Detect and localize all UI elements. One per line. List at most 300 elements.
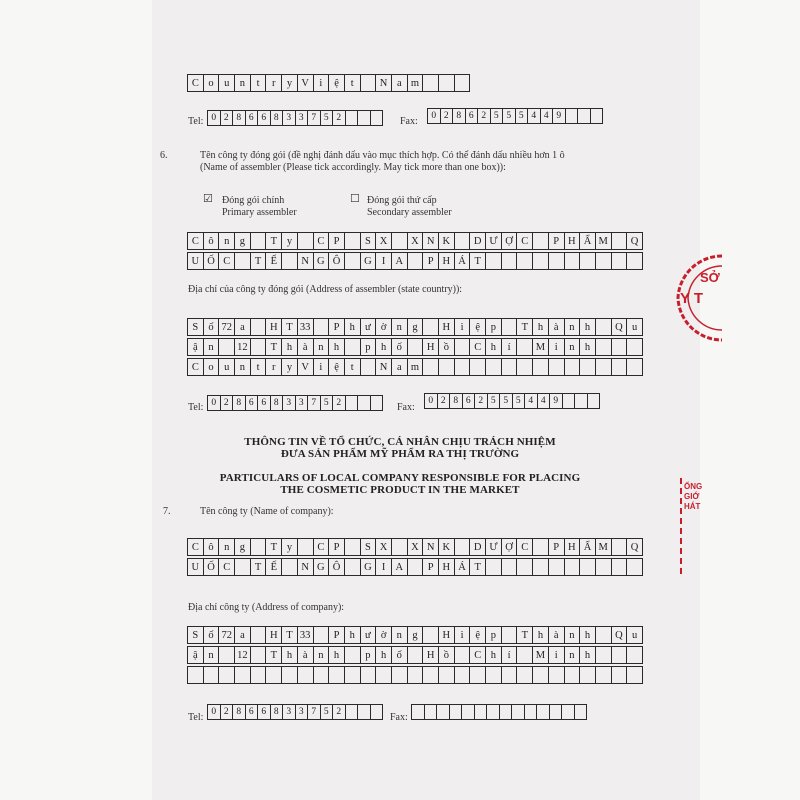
form-cell[interactable]: 8: [232, 395, 246, 411]
form-cell[interactable]: [407, 338, 424, 356]
form-cell[interactable]: à: [548, 318, 565, 336]
form-cell[interactable]: h: [579, 626, 596, 644]
form-cell[interactable]: [344, 646, 361, 664]
form-cell[interactable]: [595, 358, 612, 376]
form-cell[interactable]: h: [375, 338, 392, 356]
form-cell[interactable]: 9: [549, 393, 563, 409]
form-cell[interactable]: K: [438, 538, 455, 556]
form-cell[interactable]: [486, 704, 500, 720]
form-cell[interactable]: Ợ: [501, 232, 518, 250]
form-cell[interactable]: P: [328, 318, 345, 336]
form-cell[interactable]: 0: [207, 704, 221, 720]
form-cell[interactable]: 8: [452, 108, 466, 124]
form-cell[interactable]: [532, 232, 549, 250]
form-cell[interactable]: [407, 666, 424, 684]
form-cell[interactable]: G: [313, 558, 330, 576]
form-cell[interactable]: S: [360, 538, 377, 556]
form-cell[interactable]: [250, 666, 267, 684]
form-cell[interactable]: à: [297, 646, 314, 664]
form-cell[interactable]: ờ: [375, 626, 392, 644]
form-cell[interactable]: [564, 666, 581, 684]
form-cell[interactable]: p: [360, 646, 377, 664]
form-cell[interactable]: T: [265, 338, 282, 356]
form-cell[interactable]: H: [438, 252, 455, 270]
form-cell[interactable]: 5: [320, 110, 334, 126]
form-cell[interactable]: [595, 318, 612, 336]
form-cell[interactable]: [438, 358, 455, 376]
form-cell[interactable]: [357, 704, 371, 720]
form-cell[interactable]: [499, 704, 513, 720]
form-cell[interactable]: [250, 626, 267, 644]
form-cell[interactable]: t: [344, 358, 361, 376]
form-cell[interactable]: 2: [332, 110, 346, 126]
form-cell[interactable]: u: [626, 626, 643, 644]
form-cell[interactable]: 6: [245, 704, 259, 720]
form-cell[interactable]: [345, 110, 359, 126]
form-cell[interactable]: [501, 252, 518, 270]
form-cell[interactable]: h: [532, 318, 549, 336]
form-cell[interactable]: [422, 626, 439, 644]
form-cell[interactable]: 6: [257, 395, 271, 411]
form-cell[interactable]: u: [218, 74, 235, 92]
form-cell[interactable]: [454, 74, 471, 92]
form-cell[interactable]: [297, 232, 314, 250]
form-cell[interactable]: [407, 558, 424, 576]
form-cell[interactable]: 33: [297, 318, 314, 336]
form-cell[interactable]: 5: [320, 704, 334, 720]
form-cell[interactable]: [424, 704, 438, 720]
form-cell[interactable]: [391, 538, 408, 556]
form-cell[interactable]: Q: [611, 626, 628, 644]
form-cell[interactable]: ư: [360, 318, 377, 336]
form-cell[interactable]: Ẩ: [579, 232, 596, 250]
form-cell[interactable]: [360, 666, 377, 684]
form-cell[interactable]: n: [564, 318, 581, 336]
form-cell[interactable]: n: [234, 74, 251, 92]
form-cell[interactable]: 2: [220, 395, 234, 411]
form-cell[interactable]: [449, 704, 463, 720]
form-cell[interactable]: [562, 393, 576, 409]
form-cell[interactable]: [516, 666, 533, 684]
form-cell[interactable]: 6: [245, 110, 259, 126]
form-cell[interactable]: ồ: [438, 646, 455, 664]
form-cell[interactable]: í: [501, 338, 518, 356]
form-cell[interactable]: N: [375, 358, 392, 376]
form-cell[interactable]: 12: [234, 646, 251, 664]
form-cell[interactable]: G: [313, 252, 330, 270]
form-cell[interactable]: [590, 108, 604, 124]
form-cell[interactable]: [595, 666, 612, 684]
form-cell[interactable]: C: [187, 358, 204, 376]
form-cell[interactable]: 8: [232, 110, 246, 126]
form-cell[interactable]: 5: [499, 393, 513, 409]
form-cell[interactable]: [516, 558, 533, 576]
form-cell[interactable]: [438, 74, 455, 92]
form-cell[interactable]: 72: [218, 626, 235, 644]
form-cell[interactable]: [579, 252, 596, 270]
secondary-checkbox[interactable]: ☐: [350, 193, 360, 205]
form-cell[interactable]: N: [422, 232, 439, 250]
form-cell[interactable]: H: [438, 626, 455, 644]
form-cell[interactable]: y: [281, 358, 298, 376]
form-cell[interactable]: n: [218, 538, 235, 556]
form-cell[interactable]: Q: [611, 318, 628, 336]
form-cell[interactable]: n: [313, 646, 330, 664]
form-cell[interactable]: í: [501, 646, 518, 664]
form-cell[interactable]: h: [532, 626, 549, 644]
form-cell[interactable]: [485, 666, 502, 684]
form-cell[interactable]: [360, 358, 377, 376]
form-cell[interactable]: 0: [207, 395, 221, 411]
form-cell[interactable]: 5: [515, 108, 529, 124]
form-cell[interactable]: Q: [626, 232, 643, 250]
form-cell[interactable]: N: [297, 252, 314, 270]
form-cell[interactable]: ệ: [328, 74, 345, 92]
form-cell[interactable]: Ư: [485, 232, 502, 250]
form-cell[interactable]: C: [187, 232, 204, 250]
form-cell[interactable]: [626, 646, 643, 664]
form-cell[interactable]: [501, 558, 518, 576]
form-cell[interactable]: C: [218, 558, 235, 576]
form-cell[interactable]: [344, 252, 361, 270]
form-cell[interactable]: p: [485, 626, 502, 644]
form-cell[interactable]: 4: [527, 108, 541, 124]
form-cell[interactable]: M: [595, 538, 612, 556]
form-cell[interactable]: 5: [512, 393, 526, 409]
form-cell[interactable]: h: [281, 338, 298, 356]
form-cell[interactable]: [297, 666, 314, 684]
form-cell[interactable]: a: [234, 626, 251, 644]
form-cell[interactable]: [501, 358, 518, 376]
form-cell[interactable]: Ế: [265, 252, 282, 270]
form-cell[interactable]: h: [485, 338, 502, 356]
form-cell[interactable]: 5: [487, 393, 501, 409]
form-cell[interactable]: 9: [552, 108, 566, 124]
form-cell[interactable]: C: [516, 538, 533, 556]
form-cell[interactable]: 8: [270, 704, 284, 720]
form-cell[interactable]: H: [438, 318, 455, 336]
form-cell[interactable]: à: [548, 626, 565, 644]
form-cell[interactable]: G: [360, 252, 377, 270]
form-cell[interactable]: m: [407, 358, 424, 376]
form-cell[interactable]: g: [407, 318, 424, 336]
form-cell[interactable]: [532, 558, 549, 576]
form-cell[interactable]: a: [391, 74, 408, 92]
form-cell[interactable]: [297, 538, 314, 556]
form-cell[interactable]: i: [313, 358, 330, 376]
form-cell[interactable]: [407, 646, 424, 664]
form-cell[interactable]: T: [469, 252, 486, 270]
form-cell[interactable]: [595, 646, 612, 664]
form-cell[interactable]: [250, 338, 267, 356]
form-cell[interactable]: [501, 666, 518, 684]
form-cell[interactable]: [485, 558, 502, 576]
form-cell[interactable]: n: [203, 646, 220, 664]
form-cell[interactable]: y: [281, 74, 298, 92]
form-cell[interactable]: T: [516, 626, 533, 644]
form-cell[interactable]: t: [344, 74, 361, 92]
form-cell[interactable]: 33: [297, 626, 314, 644]
form-cell[interactable]: T: [265, 538, 282, 556]
form-cell[interactable]: 4: [537, 393, 551, 409]
form-cell[interactable]: A: [391, 252, 408, 270]
form-cell[interactable]: [516, 338, 533, 356]
form-cell[interactable]: 6: [462, 393, 476, 409]
form-cell[interactable]: [344, 666, 361, 684]
form-cell[interactable]: 0: [427, 108, 441, 124]
form-cell[interactable]: n: [391, 626, 408, 644]
form-cell[interactable]: 8: [270, 110, 284, 126]
form-cell[interactable]: [469, 358, 486, 376]
form-cell[interactable]: [407, 252, 424, 270]
form-cell[interactable]: 6: [257, 704, 271, 720]
form-cell[interactable]: [532, 358, 549, 376]
form-cell[interactable]: 0: [424, 393, 438, 409]
form-cell[interactable]: n: [234, 358, 251, 376]
form-cell[interactable]: 3: [282, 704, 296, 720]
form-cell[interactable]: [344, 558, 361, 576]
form-cell[interactable]: ậ: [187, 646, 204, 664]
form-cell[interactable]: [250, 538, 267, 556]
form-cell[interactable]: K: [438, 232, 455, 250]
form-cell[interactable]: [422, 358, 439, 376]
form-cell[interactable]: C: [218, 252, 235, 270]
form-cell[interactable]: [626, 338, 643, 356]
form-cell[interactable]: [438, 666, 455, 684]
form-cell[interactable]: i: [454, 626, 471, 644]
form-cell[interactable]: T: [265, 232, 282, 250]
form-cell[interactable]: [345, 704, 359, 720]
form-cell[interactable]: 5: [490, 108, 504, 124]
form-cell[interactable]: [234, 666, 251, 684]
form-cell[interactable]: i: [313, 74, 330, 92]
form-cell[interactable]: n: [203, 338, 220, 356]
form-cell[interactable]: [454, 538, 471, 556]
form-cell[interactable]: 5: [320, 395, 334, 411]
form-cell[interactable]: 6: [465, 108, 479, 124]
form-cell[interactable]: [579, 358, 596, 376]
form-cell[interactable]: [281, 558, 298, 576]
form-cell[interactable]: H: [422, 338, 439, 356]
form-cell[interactable]: 3: [282, 110, 296, 126]
form-cell[interactable]: P: [328, 232, 345, 250]
form-cell[interactable]: ô: [203, 538, 220, 556]
form-cell[interactable]: [454, 666, 471, 684]
form-cell[interactable]: [595, 558, 612, 576]
form-cell[interactable]: 7: [307, 395, 321, 411]
form-cell[interactable]: Ư: [485, 538, 502, 556]
form-cell[interactable]: T: [281, 626, 298, 644]
form-cell[interactable]: [577, 108, 591, 124]
form-cell[interactable]: [532, 252, 549, 270]
form-cell[interactable]: D: [469, 232, 486, 250]
form-cell[interactable]: [595, 626, 612, 644]
form-cell[interactable]: [611, 666, 628, 684]
form-cell[interactable]: [391, 666, 408, 684]
form-cell[interactable]: P: [548, 232, 565, 250]
form-cell[interactable]: ố: [391, 646, 408, 664]
form-cell[interactable]: C: [469, 338, 486, 356]
form-cell[interactable]: h: [328, 646, 345, 664]
form-cell[interactable]: T: [265, 646, 282, 664]
form-cell[interactable]: r: [265, 358, 282, 376]
form-cell[interactable]: ố: [391, 338, 408, 356]
form-cell[interactable]: a: [391, 358, 408, 376]
form-cell[interactable]: [469, 666, 486, 684]
form-cell[interactable]: [411, 704, 425, 720]
form-cell[interactable]: P: [328, 538, 345, 556]
form-cell[interactable]: 72: [218, 318, 235, 336]
form-cell[interactable]: H: [422, 646, 439, 664]
form-cell[interactable]: g: [234, 232, 251, 250]
form-cell[interactable]: [436, 704, 450, 720]
form-cell[interactable]: G: [360, 558, 377, 576]
form-cell[interactable]: [579, 558, 596, 576]
form-cell[interactable]: à: [297, 338, 314, 356]
form-cell[interactable]: [611, 538, 628, 556]
form-cell[interactable]: 2: [437, 393, 451, 409]
form-cell[interactable]: 2: [477, 108, 491, 124]
form-cell[interactable]: H: [438, 558, 455, 576]
form-cell[interactable]: T: [469, 558, 486, 576]
form-cell[interactable]: n: [564, 646, 581, 664]
form-cell[interactable]: t: [250, 358, 267, 376]
form-cell[interactable]: [250, 232, 267, 250]
form-cell[interactable]: n: [564, 626, 581, 644]
form-cell[interactable]: [461, 704, 475, 720]
form-cell[interactable]: 7: [307, 704, 321, 720]
form-cell[interactable]: M: [595, 232, 612, 250]
form-cell[interactable]: [218, 338, 235, 356]
form-cell[interactable]: [313, 626, 330, 644]
form-cell[interactable]: P: [548, 538, 565, 556]
form-cell[interactable]: [564, 558, 581, 576]
form-cell[interactable]: [357, 395, 371, 411]
form-cell[interactable]: N: [422, 538, 439, 556]
form-cell[interactable]: [536, 704, 550, 720]
form-cell[interactable]: [234, 558, 251, 576]
form-cell[interactable]: C: [187, 538, 204, 556]
form-cell[interactable]: 4: [540, 108, 554, 124]
form-cell[interactable]: 12: [234, 338, 251, 356]
form-cell[interactable]: ố: [203, 626, 220, 644]
form-cell[interactable]: 2: [220, 110, 234, 126]
form-cell[interactable]: H: [265, 626, 282, 644]
form-cell[interactable]: 2: [332, 704, 346, 720]
form-cell[interactable]: [454, 358, 471, 376]
form-cell[interactable]: S: [187, 318, 204, 336]
form-cell[interactable]: T: [281, 318, 298, 336]
form-cell[interactable]: 3: [282, 395, 296, 411]
form-cell[interactable]: h: [579, 318, 596, 336]
form-cell[interactable]: [611, 232, 628, 250]
form-cell[interactable]: r: [265, 74, 282, 92]
form-cell[interactable]: [626, 358, 643, 376]
form-cell[interactable]: 2: [440, 108, 454, 124]
form-cell[interactable]: h: [579, 646, 596, 664]
form-cell[interactable]: [250, 646, 267, 664]
form-cell[interactable]: V: [297, 74, 314, 92]
form-cell[interactable]: N: [375, 74, 392, 92]
form-cell[interactable]: 8: [270, 395, 284, 411]
form-cell[interactable]: [564, 252, 581, 270]
form-cell[interactable]: P: [328, 626, 345, 644]
form-cell[interactable]: [422, 318, 439, 336]
form-cell[interactable]: h: [375, 646, 392, 664]
form-cell[interactable]: [501, 318, 518, 336]
form-cell[interactable]: h: [485, 646, 502, 664]
form-cell[interactable]: [313, 318, 330, 336]
form-cell[interactable]: [565, 108, 579, 124]
form-cell[interactable]: [548, 252, 565, 270]
form-cell[interactable]: [203, 666, 220, 684]
form-cell[interactable]: T: [250, 252, 267, 270]
form-cell[interactable]: [265, 666, 282, 684]
form-cell[interactable]: [611, 646, 628, 664]
form-cell[interactable]: C: [313, 538, 330, 556]
form-cell[interactable]: [454, 646, 471, 664]
form-cell[interactable]: [250, 318, 267, 336]
form-cell[interactable]: u: [218, 358, 235, 376]
form-cell[interactable]: [344, 338, 361, 356]
form-cell[interactable]: o: [203, 74, 220, 92]
form-cell[interactable]: M: [532, 338, 549, 356]
form-cell[interactable]: ố: [203, 318, 220, 336]
form-cell[interactable]: M: [532, 646, 549, 664]
form-cell[interactable]: C: [469, 646, 486, 664]
form-cell[interactable]: [360, 74, 377, 92]
form-cell[interactable]: 3: [295, 110, 309, 126]
form-cell[interactable]: [587, 393, 601, 409]
form-cell[interactable]: ệ: [328, 358, 345, 376]
form-cell[interactable]: V: [297, 358, 314, 376]
form-cell[interactable]: [626, 252, 643, 270]
form-cell[interactable]: [626, 558, 643, 576]
form-cell[interactable]: [611, 252, 628, 270]
form-cell[interactable]: 2: [474, 393, 488, 409]
form-cell[interactable]: X: [375, 232, 392, 250]
form-cell[interactable]: i: [548, 646, 565, 664]
form-cell[interactable]: i: [548, 338, 565, 356]
form-cell[interactable]: [595, 338, 612, 356]
form-cell[interactable]: T: [250, 558, 267, 576]
form-cell[interactable]: y: [281, 538, 298, 556]
form-cell[interactable]: [281, 666, 298, 684]
form-cell[interactable]: [548, 666, 565, 684]
form-cell[interactable]: S: [360, 232, 377, 250]
form-cell[interactable]: 4: [524, 393, 538, 409]
form-cell[interactable]: h: [281, 646, 298, 664]
form-cell[interactable]: n: [564, 338, 581, 356]
form-cell[interactable]: n: [218, 232, 235, 250]
form-cell[interactable]: [579, 666, 596, 684]
form-cell[interactable]: 8: [232, 704, 246, 720]
form-cell[interactable]: [345, 395, 359, 411]
form-cell[interactable]: t: [250, 74, 267, 92]
form-cell[interactable]: C: [516, 232, 533, 250]
form-cell[interactable]: [532, 538, 549, 556]
form-cell[interactable]: [313, 666, 330, 684]
form-cell[interactable]: P: [422, 252, 439, 270]
form-cell[interactable]: i: [454, 318, 471, 336]
form-cell[interactable]: N: [297, 558, 314, 576]
form-cell[interactable]: H: [265, 318, 282, 336]
form-cell[interactable]: X: [375, 538, 392, 556]
form-cell[interactable]: Ô: [328, 252, 345, 270]
form-cell[interactable]: [234, 252, 251, 270]
form-cell[interactable]: h: [579, 338, 596, 356]
form-cell[interactable]: [564, 358, 581, 376]
